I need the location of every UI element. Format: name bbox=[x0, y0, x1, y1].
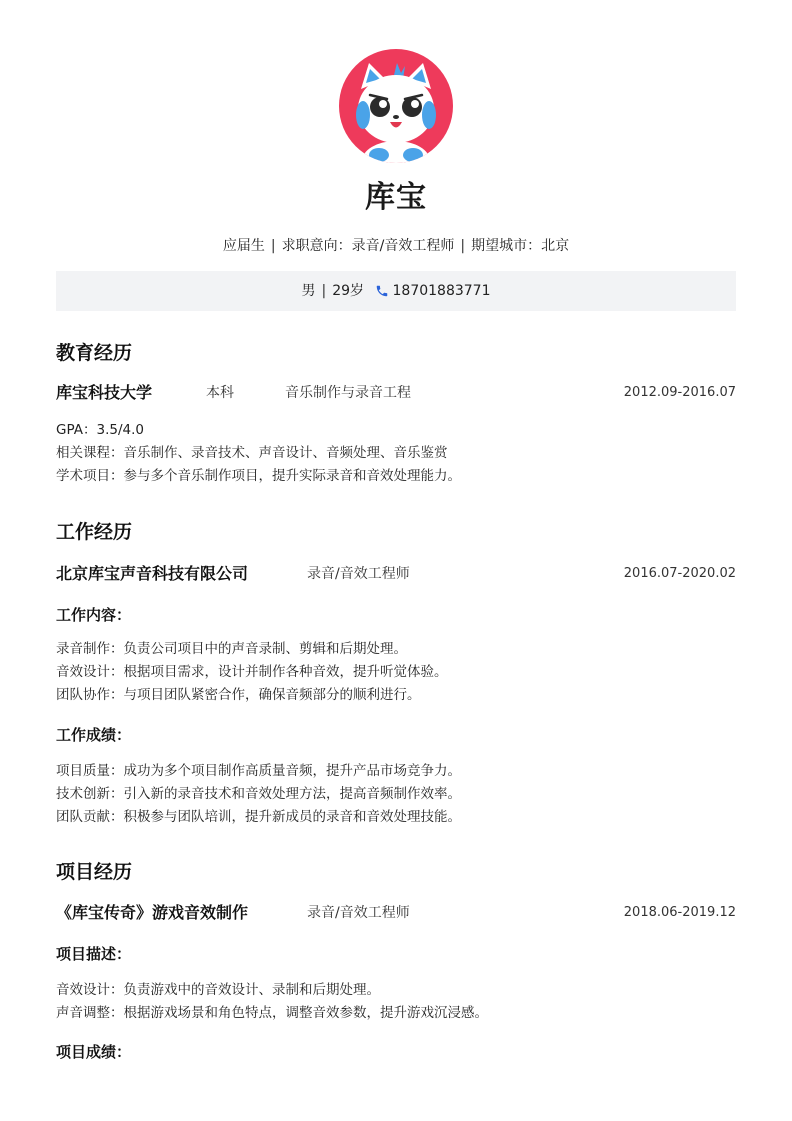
work-result-line: 技术创新：引入新的录音技术和音效处理方法，提高音频制作效率。 bbox=[56, 786, 461, 802]
education-detail-line: 相关课程：音乐制作、录音技术、声音设计、音频处理、音乐鉴赏 bbox=[56, 445, 448, 461]
age-text: 29岁 bbox=[332, 283, 365, 299]
education-detail-line: 学术项目：参与多个音乐制作项目，提升实际录音和音效处理能力。 bbox=[56, 468, 461, 484]
company-name: 北京库宝声音科技有限公司 bbox=[56, 564, 249, 583]
avatar bbox=[339, 49, 453, 163]
phone-number: 18701883771 bbox=[392, 283, 491, 299]
project-desc-line: 声音调整：根据游戏场景和角色特点，调整音效参数，提升游戏沉浸感。 bbox=[56, 1005, 488, 1021]
work-section-title: 工作经历 bbox=[56, 521, 133, 543]
work-content-heading: 工作内容： bbox=[56, 606, 132, 624]
gender-text: 男 bbox=[301, 283, 316, 299]
project-section-title: 项目经历 bbox=[56, 861, 133, 883]
status-text: 应届生 bbox=[222, 238, 265, 254]
education-section-title: 教育经历 bbox=[56, 342, 133, 364]
separator: | bbox=[460, 238, 466, 254]
degree-text: 本科 bbox=[206, 385, 234, 401]
personal-info-bar bbox=[56, 271, 736, 311]
mascot-cat-icon bbox=[339, 49, 453, 163]
separator: | bbox=[270, 238, 276, 254]
major-text: 音乐制作与录音工程 bbox=[285, 385, 411, 401]
work-role: 录音/音效工程师 bbox=[307, 566, 410, 582]
project-desc-line: 音效设计：负责游戏中的音效设计、录制和后期处理。 bbox=[56, 982, 380, 998]
work-content-line: 团队协作：与项目团队紧密合作，确保音频部分的顺利进行。 bbox=[56, 687, 421, 703]
education-date: 2012.09-2016.07 bbox=[623, 385, 736, 400]
separator: | bbox=[321, 283, 327, 299]
project-entry-header bbox=[56, 901, 736, 925]
project-name: 《库宝传奇》游戏音效制作 bbox=[56, 903, 249, 922]
work-entry-header bbox=[56, 562, 736, 586]
work-results-heading: 工作成绩： bbox=[56, 726, 132, 744]
work-result-line: 团队贡献：积极参与团队培训，提升新成员的录音和音效处理技能。 bbox=[56, 809, 461, 825]
project-role: 录音/音效工程师 bbox=[307, 905, 410, 921]
project-date: 2018.06-2019.12 bbox=[623, 905, 736, 920]
job-summary-line bbox=[0, 235, 792, 257]
work-result-line: 项目质量：成功为多个项目制作高质量音频，提升产品市场竞争力。 bbox=[56, 763, 461, 779]
candidate-name: 库宝 bbox=[365, 180, 427, 215]
job-intent-text: 求职意向：录音/音效工程师 bbox=[281, 238, 455, 254]
work-content-line: 音效设计：根据项目需求，设计并制作各种音效，提升听觉体验。 bbox=[56, 664, 448, 680]
project-desc-heading: 项目描述： bbox=[56, 945, 132, 963]
education-entry-header bbox=[56, 381, 736, 405]
school-name: 库宝科技大学 bbox=[56, 383, 153, 402]
work-content-line: 录音制作：负责公司项目中的声音录制、剪辑和后期处理。 bbox=[56, 641, 407, 657]
work-date: 2016.07-2020.02 bbox=[623, 566, 736, 581]
phone-icon bbox=[375, 274, 389, 314]
project-results-heading: 项目成绩： bbox=[56, 1043, 132, 1061]
education-detail-line: GPA：3.5/4.0 bbox=[56, 422, 144, 438]
city-text: 期望城市：北京 bbox=[471, 238, 570, 254]
